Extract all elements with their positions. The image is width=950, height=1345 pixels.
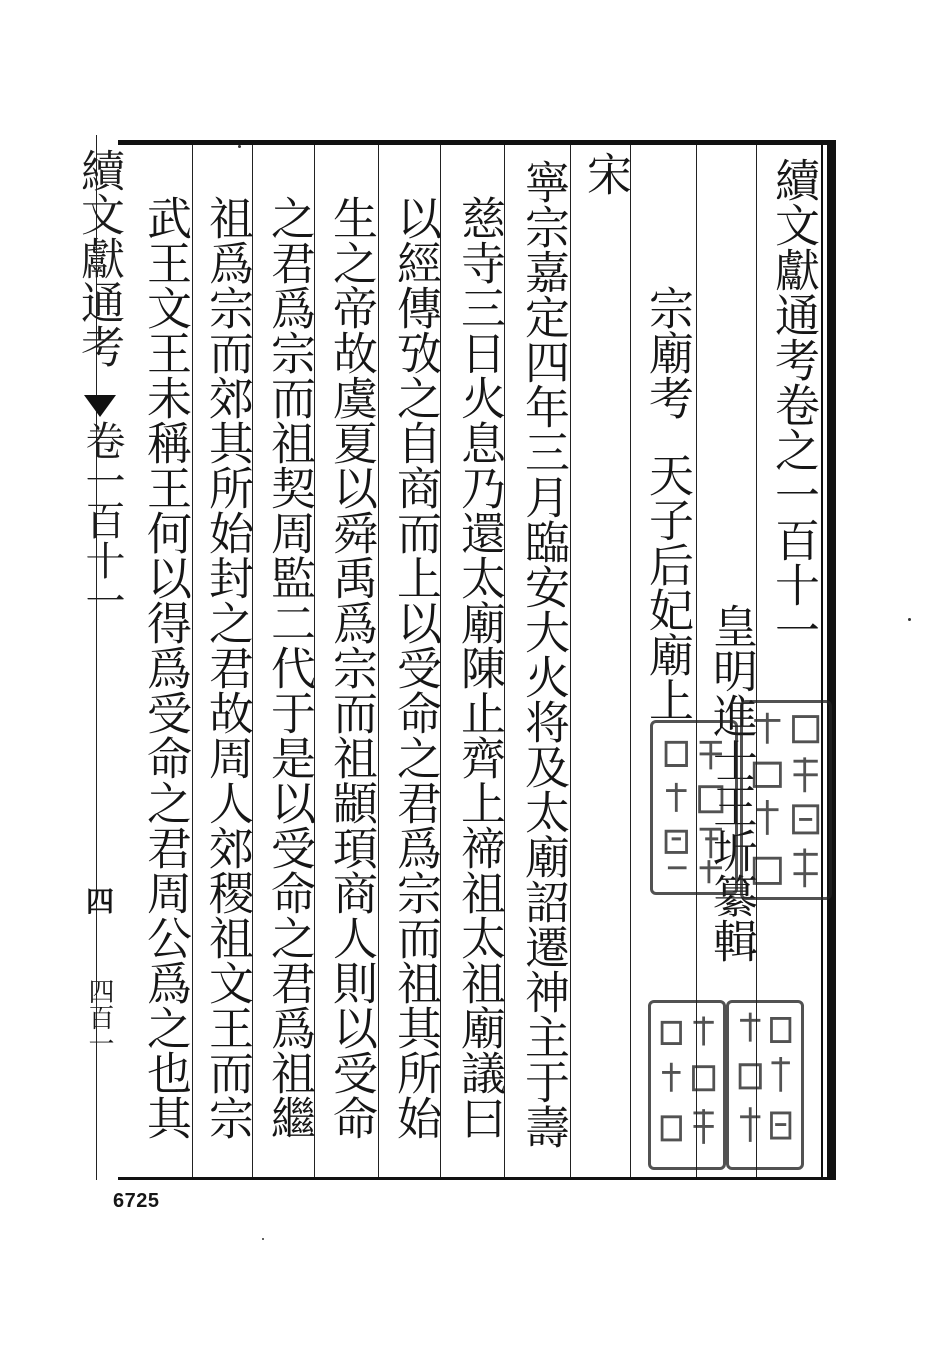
margin-book-title: 續文獻通考 — [73, 148, 124, 368]
margin-volume: 卷一百十一 — [79, 420, 125, 620]
square-seal-icon — [726, 1000, 804, 1170]
column-rule — [630, 145, 631, 1177]
section-header-column — [636, 285, 698, 722]
scan-speck — [908, 618, 911, 621]
dynasty-marker: 宋 — [579, 151, 632, 196]
body-column: 之君爲宗而祖契周監二代于是以受命之君爲祖繼 — [263, 195, 316, 1140]
body-column: 生之帝故虞夏以舜禹爲宗而祖顓頊商人則以受命 — [325, 195, 378, 1140]
section-subtitle: 天子后妃廟上 — [641, 452, 694, 722]
square-seal-icon — [650, 720, 738, 895]
margin-leaf-mark: 四 — [86, 885, 115, 918]
title-column: 續文獻通考卷之一百十一 — [767, 157, 820, 652]
body-column: 寧宗嘉定四年三月臨安大火将及太廟詔遷神主于壽 — [517, 159, 570, 1149]
margin-page-label: 四百一 — [84, 978, 114, 1056]
section-category: 宗廟考 — [641, 285, 694, 420]
square-seal-icon — [740, 700, 832, 900]
body-column: 慈寺三日火息乃還太廟陳止齊上禘祖太祖廟議曰 — [453, 195, 506, 1140]
page-number: 6725 — [113, 1190, 160, 1212]
scan-speck — [238, 145, 241, 148]
body-column: 以經傳攷之自商而上以受命之君爲宗而祖其所始 — [389, 195, 442, 1140]
body-column: 武王文王未稱王何以得爲受命之君周公爲之也其 — [139, 195, 192, 1140]
square-seal-icon — [648, 1000, 726, 1170]
author-column: 皇明進士王圻纂輯 — [705, 603, 758, 963]
fish-tail-mark — [84, 395, 116, 417]
body-column: 祖爲宗而郊其所始封之君故周人郊稷祖文王而宗 — [201, 195, 254, 1140]
scan-speck — [262, 1238, 264, 1240]
